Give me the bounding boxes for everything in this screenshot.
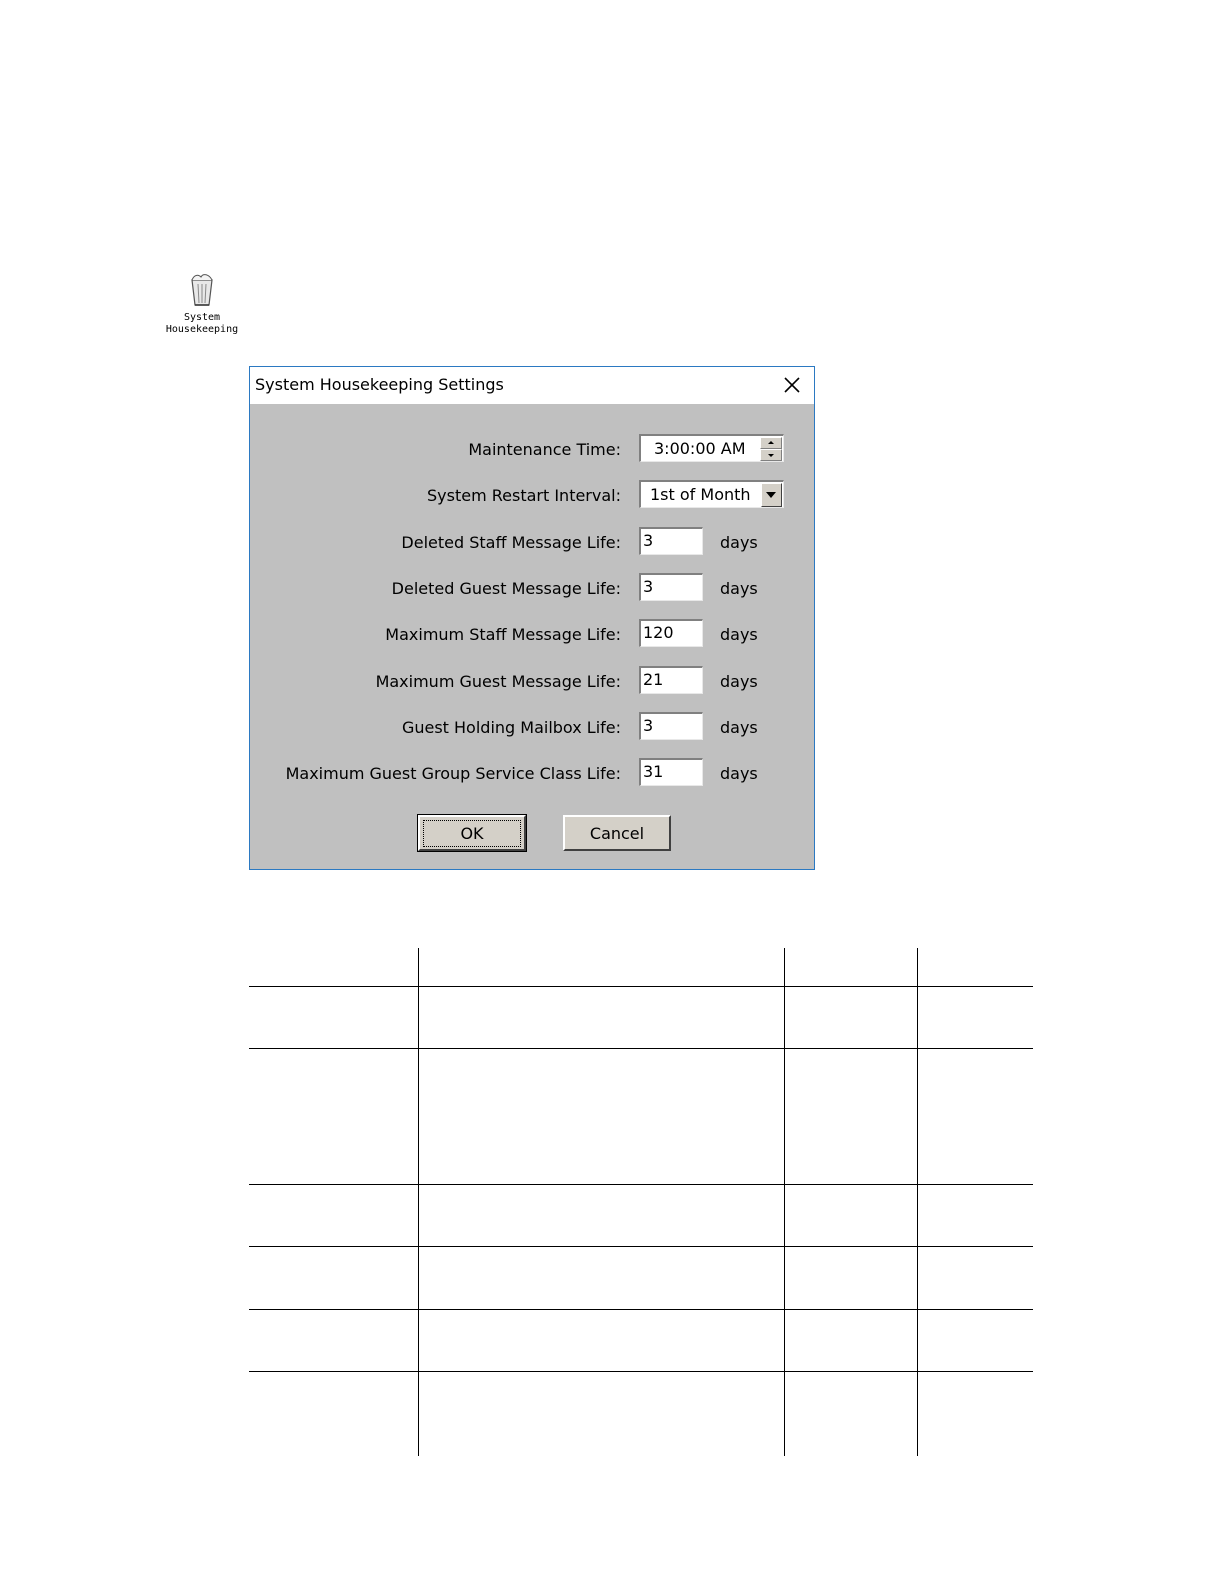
ok-button[interactable] — [418, 815, 526, 851]
table-row-divider — [249, 1048, 1033, 1049]
spin-up-button[interactable] — [760, 437, 782, 449]
restart-interval-value: 1st of Month — [650, 485, 751, 504]
system-housekeeping-dialog — [249, 366, 815, 870]
max-guest-row — [250, 666, 814, 696]
table-column-divider — [784, 948, 785, 1456]
maintenance-time-label: Maintenance Time: — [468, 440, 621, 459]
spin-up-icon — [768, 441, 774, 444]
close-button[interactable] — [774, 369, 810, 401]
deleted-guest-unit: days — [720, 579, 758, 598]
restart-interval-select[interactable] — [639, 480, 784, 508]
spin-down-button[interactable] — [760, 449, 782, 461]
max-staff-unit: days — [720, 625, 758, 644]
close-icon — [783, 376, 801, 394]
chevron-down-icon — [766, 492, 776, 498]
restart-interval-label: System Restart Interval: — [426, 486, 621, 505]
table-column-divider — [418, 948, 419, 1456]
holding-mailbox-label: Guest Holding Mailbox Life: — [401, 718, 621, 737]
dropdown-button[interactable] — [761, 483, 782, 507]
max-staff-row — [250, 619, 814, 649]
dialog-title: System Housekeeping Settings — [255, 375, 504, 394]
deleted-guest-label: Deleted Guest Message Life: — [391, 579, 621, 598]
max-guest-unit: days — [720, 672, 758, 691]
table-column-divider — [917, 948, 918, 1456]
deleted-staff-row — [250, 527, 814, 557]
group-service-class-row — [250, 758, 814, 788]
max-guest-input[interactable]: 21 — [639, 666, 703, 694]
group-service-class-unit: days — [720, 764, 758, 783]
max-guest-label: Maximum Guest Message Life: — [375, 672, 621, 691]
cancel-button-label: Cancel — [589, 823, 645, 843]
maintenance-time-row — [250, 434, 814, 464]
deleted-staff-input[interactable]: 3 — [639, 527, 703, 555]
group-service-class-input[interactable]: 31 — [639, 758, 703, 786]
table-row-divider — [249, 986, 1033, 987]
system-housekeeping-desktop-icon[interactable] — [160, 272, 244, 336]
table-row-divider — [249, 1371, 1033, 1372]
deleted-staff-label: Deleted Staff Message Life: — [401, 533, 621, 552]
spin-down-icon — [768, 454, 774, 457]
maintenance-time-value: 3:00:00 AM — [654, 439, 746, 458]
wastebasket-icon — [186, 272, 218, 308]
maintenance-time-input[interactable] — [639, 434, 784, 462]
table-row-divider — [249, 1184, 1033, 1185]
holding-mailbox-row — [250, 712, 814, 742]
table-row-divider — [249, 1246, 1033, 1247]
cancel-button[interactable] — [563, 815, 671, 851]
restart-interval-row — [250, 480, 814, 510]
desktop-icon-label: System Housekeeping — [165, 312, 239, 335]
dialog-titlebar[interactable] — [250, 367, 814, 404]
holding-mailbox-input[interactable]: 3 — [639, 712, 703, 740]
settings-table-grid — [249, 948, 1033, 1456]
group-service-class-label: Maximum Guest Group Service Class Life: — [285, 764, 621, 783]
maintenance-time-spinner[interactable] — [760, 437, 782, 461]
deleted-staff-unit: days — [720, 533, 758, 552]
ok-button-label: OK — [423, 820, 520, 847]
table-row-divider — [249, 1309, 1033, 1310]
holding-mailbox-unit: days — [720, 718, 758, 737]
max-staff-label: Maximum Staff Message Life: — [385, 625, 621, 644]
deleted-guest-input[interactable]: 3 — [639, 573, 703, 601]
deleted-guest-row — [250, 573, 814, 603]
max-staff-input[interactable]: 120 — [639, 619, 703, 647]
